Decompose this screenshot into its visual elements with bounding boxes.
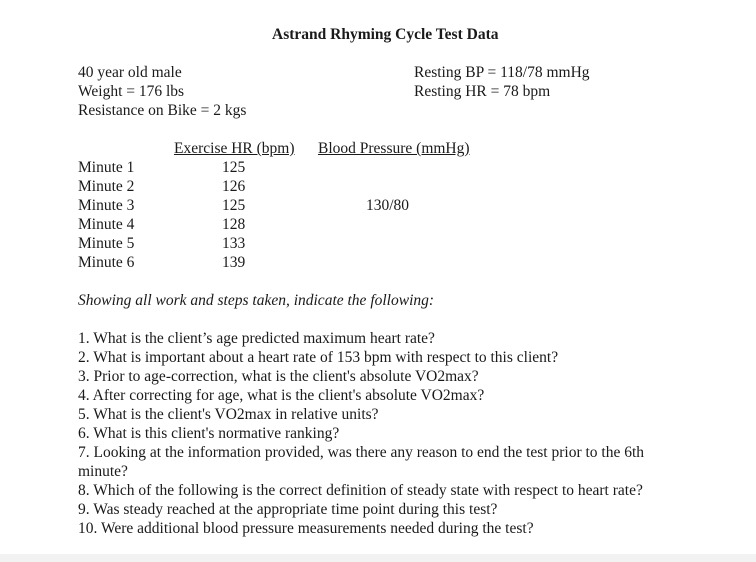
client-weight: Weight = 176 lbs [78, 83, 185, 100]
table-row-bp: 130/80 [366, 197, 410, 214]
table-row-minute: Minute 6 [78, 254, 135, 271]
table-row-minute: Minute 1 [78, 159, 135, 176]
document-title: Astrand Rhyming Cycle Test Data [272, 26, 499, 43]
table-row-minute: Minute 2 [78, 178, 135, 195]
resting-bp: Resting BP = 118/78 mmHg [414, 64, 590, 81]
instruction-text: Showing all work and steps taken, indicate the following: [78, 292, 435, 309]
client-age-sex: 40 year old male [78, 64, 182, 81]
table-row-hr: 139 [222, 254, 246, 271]
question-8: 8. Which of the following is the correct definition of steady state with respect to heart rate? [78, 482, 643, 499]
question-10: 10. Were additional blood pressure measurements needed during the test? [78, 520, 534, 537]
table-row-minute: Minute 4 [78, 216, 135, 233]
table-row-hr: 133 [222, 235, 246, 252]
bike-resistance: Resistance on Bike = 2 kgs [78, 102, 247, 119]
question-2: 2. What is important about a heart rate of 153 bpm with respect to this client? [78, 349, 559, 366]
resting-hr: Resting HR = 78 bpm [414, 83, 551, 100]
table-row-hr: 125 [222, 197, 246, 214]
question-5: 5. What is the client's VO2max in relative units? [78, 406, 379, 423]
table-row-minute: Minute 3 [78, 197, 135, 214]
question-7-continued: minute? [78, 463, 128, 480]
question-9: 9. Was steady reached at the appropriate time point during this test? [78, 501, 498, 518]
question-3: 3. Prior to age-correction, what is the client's absolute VO2max? [78, 368, 479, 385]
table-row-minute: Minute 5 [78, 235, 135, 252]
question-4: 4. After correcting for age, what is the client's absolute VO2max? [78, 387, 485, 404]
bottom-edge [0, 554, 756, 562]
column-header-blood-pressure: Blood Pressure (mmHg) [318, 140, 470, 157]
table-row-hr: 125 [222, 159, 246, 176]
question-7: 7. Looking at the information provided, was there any reason to end the test prior to the 6th [78, 444, 645, 461]
column-header-exercise-hr: Exercise HR (bpm) [174, 140, 295, 157]
question-6: 6. What is this client's normative ranking? [78, 425, 340, 442]
question-1: 1. What is the client’s age predicted maximum heart rate? [78, 330, 435, 347]
table-row-hr: 128 [222, 216, 246, 233]
table-row-hr: 126 [222, 178, 246, 195]
